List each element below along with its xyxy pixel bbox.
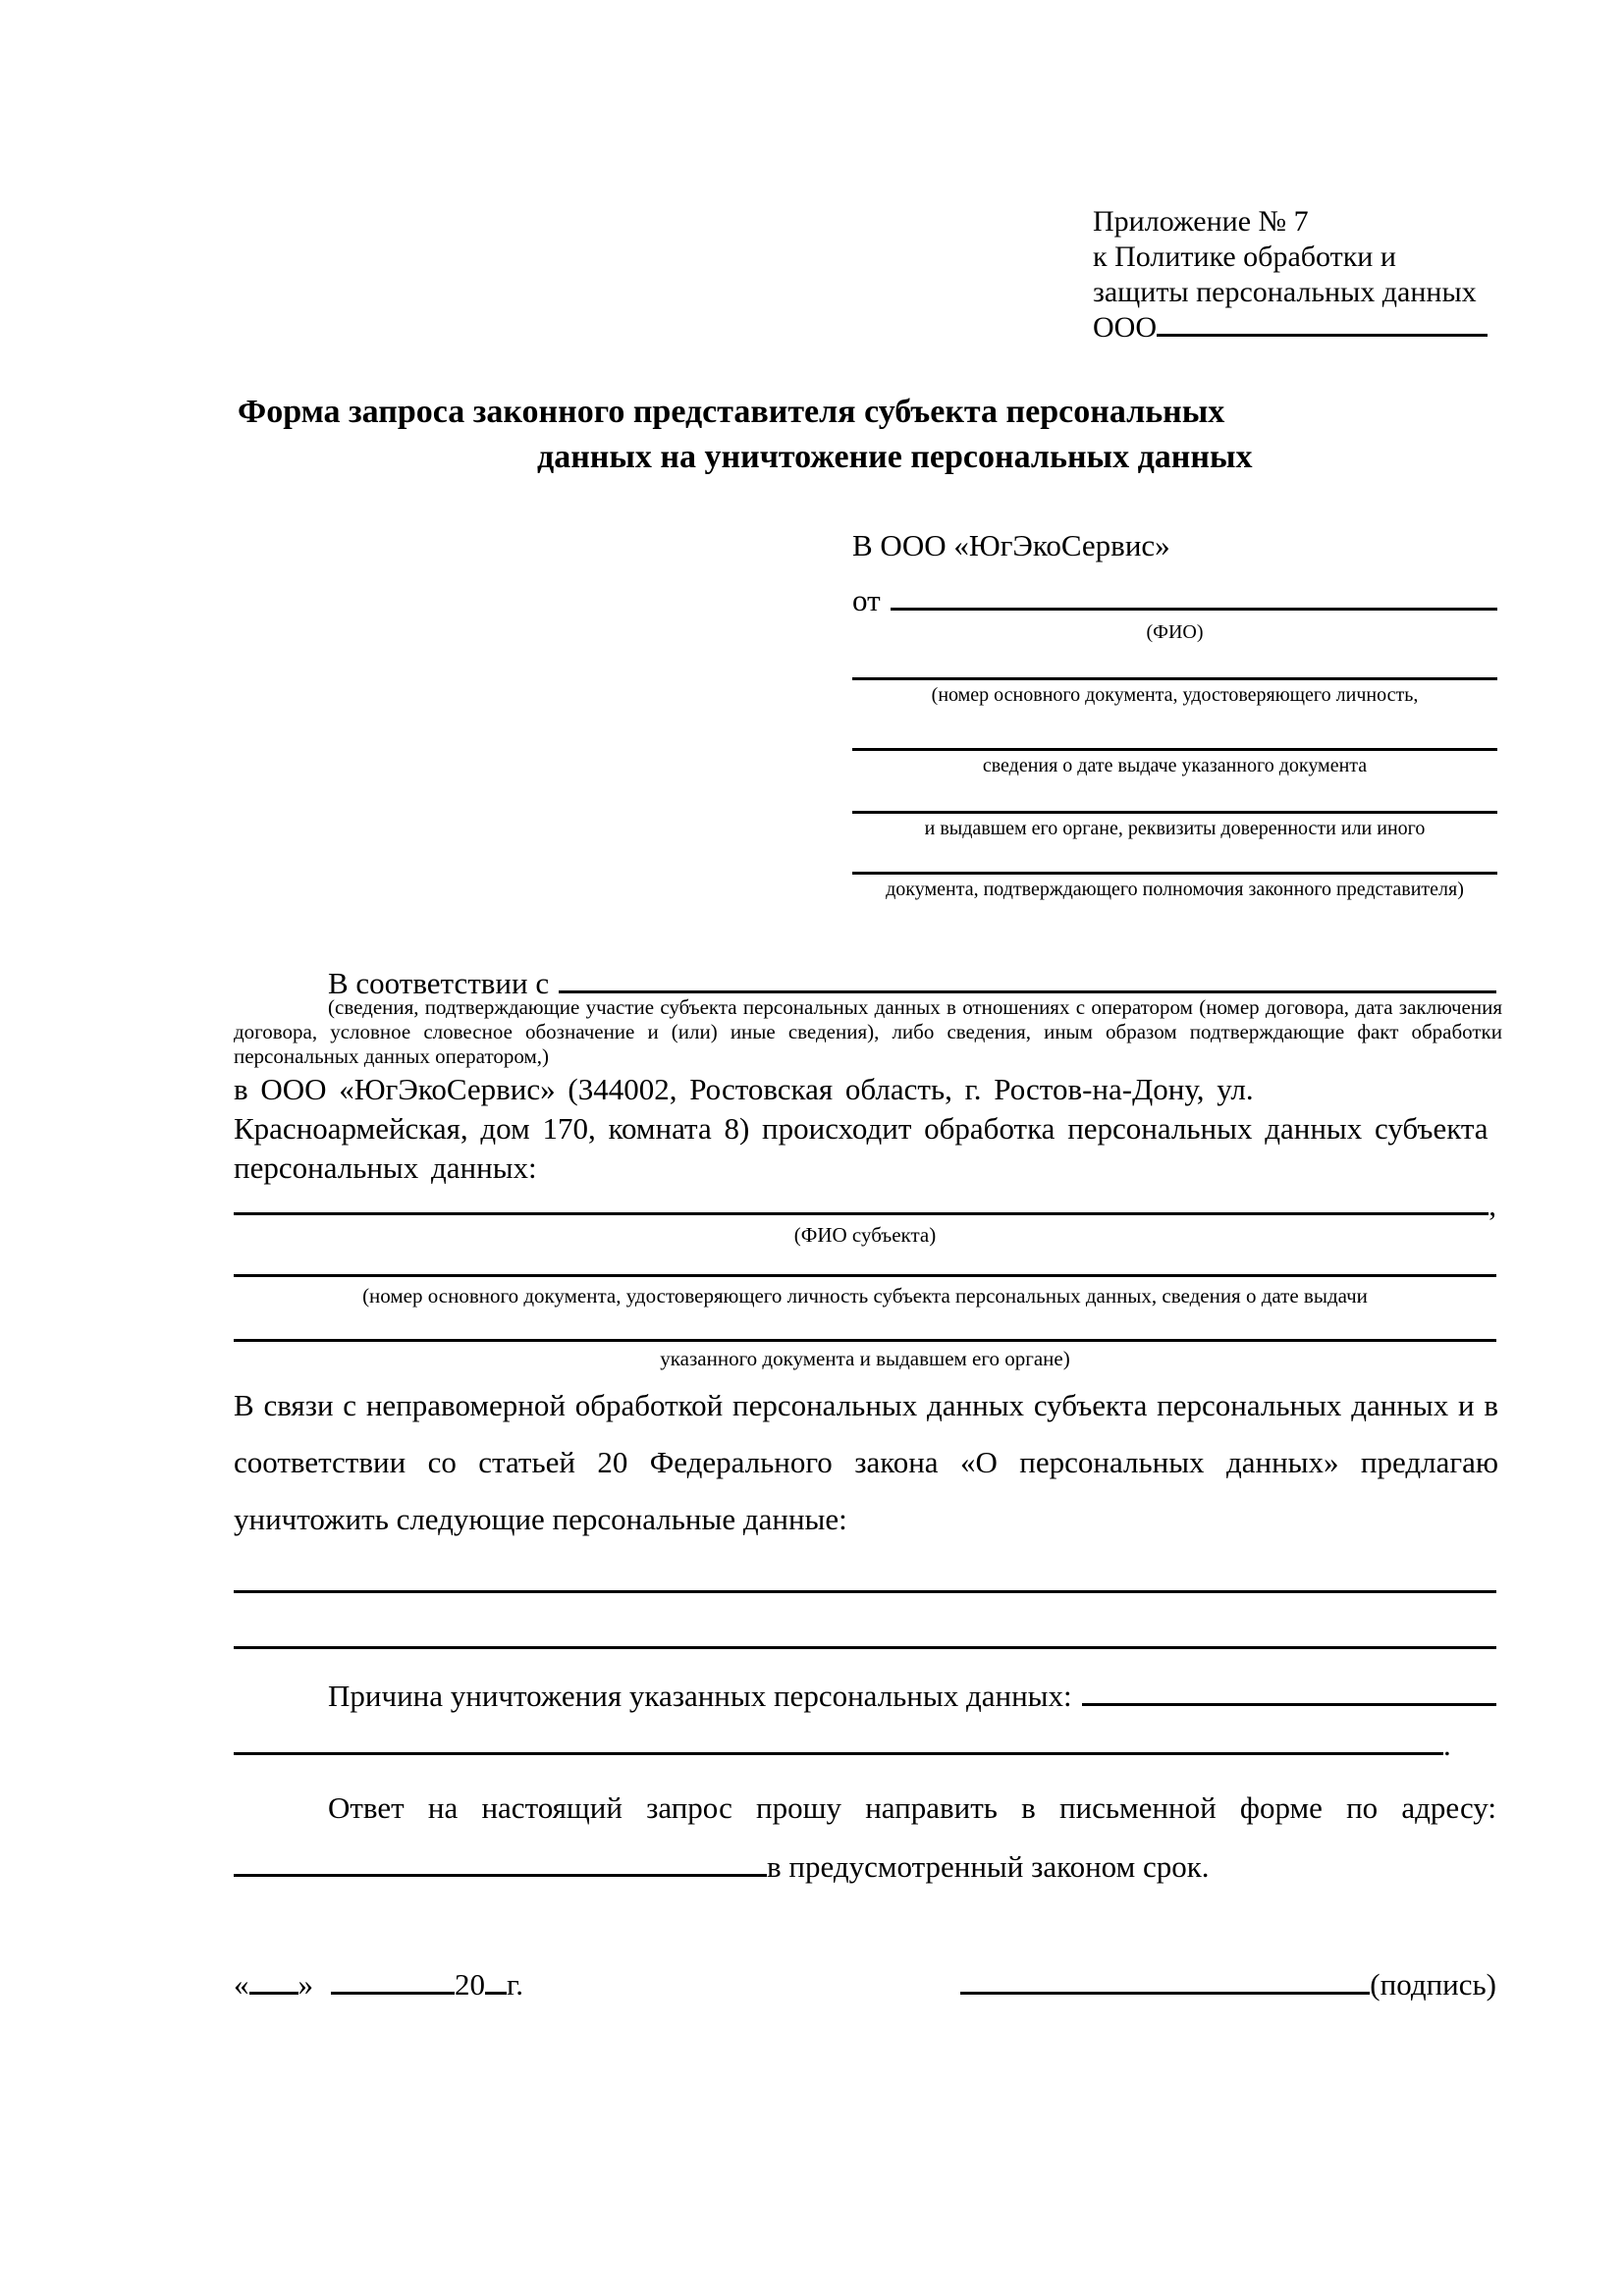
page-title-line2: данных на уничтожение персональных данных [537, 439, 1253, 475]
answer-tail-text: в предусмотренный законом срок. [767, 1849, 1210, 1884]
accordance-caption: (сведения, подтверждающие участие субъекта персональных данных в отношениях с оператором (номер договора, дата заключения договора, условное словесное обозначение и (или) иные сведения), либо сведения, иным образом подтверждающие факт обработки персональных данных оператором,) [234, 995, 1502, 1068]
page-title-line1: Форма запроса законного представителя субъекта персональных [238, 394, 1225, 430]
request-paragraph: В связи с неправомерной обработкой персональных данных субъекта персональных данных и в соответствии со статьей 20 Федерального закона «О персональных данных» предлагаю уничтожить следующие персональные данные: [234, 1388, 1498, 1536]
appendix-note-line: к Политике обработки и [1093, 240, 1396, 273]
reason-continuation-row [234, 1729, 1496, 1762]
from-label: от [852, 583, 881, 617]
representative-doc-caption: и выдавшем его органе, реквизиты доверенности или иного [924, 818, 1426, 839]
fio-caption: (ФИО) [1146, 621, 1204, 643]
date-close-quote: » [298, 1967, 313, 2002]
subject-doc-blank-line [234, 1339, 1496, 1342]
signature-field [960, 1968, 1496, 2002]
addressee-organization: В ООО «ЮгЭкоСервис» [852, 528, 1170, 562]
representative-doc-blank-line [852, 811, 1497, 814]
date-day-blank [249, 1992, 298, 1995]
representative-doc-blank-line [852, 677, 1497, 680]
data-blank-line [234, 1590, 1496, 1593]
answer-address-row [234, 1850, 1496, 1884]
ooo-label: ООО [1093, 311, 1157, 344]
from-blank-line [891, 608, 1497, 611]
representative-doc-caption: (номер основного документа, удостоверяющего личность, [931, 684, 1419, 706]
representative-doc-caption: сведения о дате выдаче указанного документа [982, 755, 1368, 776]
footer-row [234, 1968, 1496, 2002]
accordance-blank-line [559, 990, 1496, 993]
subject-doc-caption: указанного документа и выдавшем его органе) [660, 1347, 1070, 1370]
date-month-blank [331, 1992, 455, 1995]
answer-paragraph: Ответ на настоящий запрос прошу направить в письменной форме по адресу: [328, 1790, 1496, 1825]
signature-caption: (подпись) [1370, 1967, 1496, 2002]
reason-label: Причина уничтожения указанных персональных данных: [328, 1679, 1072, 1713]
answer-address-blank-line [234, 1874, 767, 1877]
subject-doc-caption: (номер основного документа, удостоверяющего личность субъекта персональных данных, сведения о дате выдачи [362, 1284, 1368, 1308]
reason-row [234, 1680, 1496, 1713]
appendix-note [1093, 204, 1488, 346]
subject-fio-caption: (ФИО субъекта) [793, 1223, 937, 1247]
ooo-blank-line [1157, 334, 1488, 337]
appendix-note-line: защиты персональных данных [1093, 276, 1477, 308]
signature-blank-line [960, 1992, 1370, 1995]
representative-doc-blank-line [852, 872, 1497, 875]
subject-doc-blank-line [234, 1274, 1496, 1277]
date-field [234, 1968, 523, 2002]
date-year-suffix: г. [507, 1967, 523, 2002]
appendix-note-line: Приложение № 7 [1093, 205, 1309, 238]
data-blank-line [234, 1646, 1496, 1649]
subject-fio-row [234, 1189, 1496, 1222]
representative-doc-blank-line [852, 748, 1497, 751]
reason-period: . [1443, 1728, 1451, 1762]
reason-blank-line-2 [234, 1752, 1443, 1755]
representative-doc-caption: документа, подтверждающего полномочия законного представителя) [886, 879, 1464, 900]
subject-fio-blank-line [234, 1212, 1489, 1215]
reason-blank-line [1082, 1703, 1496, 1706]
subject-fio-comma: , [1489, 1188, 1496, 1222]
date-open-quote: « [234, 1967, 249, 2002]
date-year-prefix: 20 [455, 1967, 485, 2002]
accordance-label: В соответствии с [328, 966, 550, 1000]
from-row [852, 584, 1497, 617]
date-year-blank [485, 1992, 507, 1995]
appendix-ooo-row [1093, 310, 1488, 346]
operator-paragraph: в ООО «ЮгЭкоСервис» (344002, Ростовская область, г. Ростов-на-Дону, ул. Красноармейская, дом 170, комната 8) происходит обработка персональных данных субъекта персональных данных: [234, 1072, 1489, 1185]
